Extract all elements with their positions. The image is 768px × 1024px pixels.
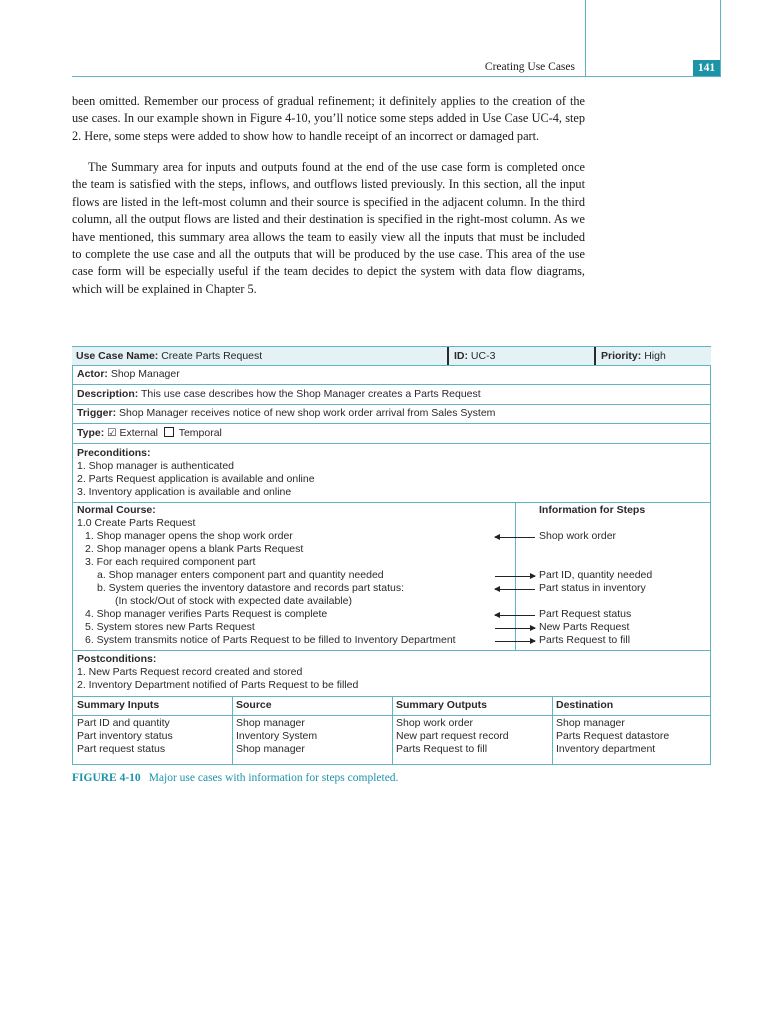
uc-type-row bbox=[72, 424, 711, 444]
uc-description-row bbox=[72, 385, 711, 405]
summary-output: Shop work order bbox=[396, 717, 474, 729]
uc-type-temporal: Temporal bbox=[178, 427, 222, 439]
normal-course-step: 1.0 Create Parts Request bbox=[77, 517, 196, 529]
margin-rule-right bbox=[720, 0, 721, 77]
summary-source: Shop manager bbox=[236, 743, 305, 755]
arrow-left-icon bbox=[495, 537, 535, 538]
arrow-left-icon bbox=[495, 615, 535, 616]
uc-type-external: External bbox=[119, 427, 159, 439]
uc-id-sep bbox=[594, 347, 596, 365]
info-step-item: Part ID, quantity needed bbox=[539, 569, 653, 581]
normal-course-step: (In stock/Out of stock with expected date available) bbox=[115, 595, 352, 607]
summary-header-source: Source bbox=[236, 699, 272, 711]
uc-name-value: Create Parts Request bbox=[161, 350, 263, 362]
normal-course-step: 2. Shop manager opens a blank Parts Request bbox=[85, 543, 304, 555]
uc-id-label: ID: bbox=[454, 350, 468, 362]
info-step-item: Shop work order bbox=[539, 530, 617, 542]
uc-actor-label: Actor: bbox=[77, 368, 108, 380]
summary-input: Part inventory status bbox=[77, 730, 173, 742]
precondition-item: 1. Shop manager is authenticated bbox=[77, 460, 235, 472]
summary-input: Part request status bbox=[77, 743, 166, 755]
uc-trigger-value: Shop Manager receives notice of new shop work order arrival from Sales System bbox=[119, 407, 496, 419]
summary-destination: Inventory department bbox=[556, 743, 656, 755]
uc-priority-cell bbox=[601, 350, 666, 362]
summary-output: Parts Request to fill bbox=[396, 743, 488, 755]
summary-input: Part ID and quantity bbox=[77, 717, 170, 729]
uc-name-row bbox=[72, 346, 711, 366]
page-number: 141 bbox=[693, 60, 720, 76]
uc-description-value: This use case describes how the Shop Manager creates a Parts Request bbox=[141, 388, 481, 400]
postcondition-item: 2. Inventory Department notified of Parts Request to be filled bbox=[77, 679, 359, 691]
uc-name-cell bbox=[76, 350, 262, 362]
summary-header-row bbox=[72, 697, 711, 716]
uc-priority-value: High bbox=[644, 350, 666, 362]
summary-destination: Shop manager bbox=[556, 717, 625, 729]
normal-course-step: 5. System stores new Parts Request bbox=[85, 621, 255, 633]
uc-normal-course-label: Normal Course: bbox=[77, 504, 156, 516]
uc-id-value: UC-3 bbox=[470, 350, 496, 362]
uc-actor-row bbox=[72, 366, 711, 385]
body-paragraph-1: been omitted. Remember our process of gradual refinement; it definitely applies to the creation of the use cases. In our example shown in Figure 4-10, you’ll notice some steps added in Use Case UC-4, step 2. Here, some steps were added to show how to handle receipt of an incorrect or damaged part. bbox=[72, 94, 585, 143]
uc-normal-course-row bbox=[72, 503, 711, 651]
uc-type-label: Type: bbox=[77, 427, 105, 439]
info-step-item: New Parts Request bbox=[539, 621, 630, 633]
normal-course-step: 6. System transmits notice of Parts Request to be filled to Inventory Department bbox=[85, 634, 456, 646]
normal-course-step: b. System queries the inventory datastore and records part status: bbox=[97, 582, 404, 594]
arrow-right-icon bbox=[495, 576, 535, 577]
uc-trigger-row bbox=[72, 405, 711, 424]
type-external-checkbox: ☑ bbox=[107, 427, 117, 439]
info-step-item: Parts Request to fill bbox=[539, 634, 631, 646]
running-head: Creating Use Cases bbox=[484, 61, 575, 73]
normal-course-step: 1. Shop manager opens the shop work order bbox=[85, 530, 293, 542]
figure-label: FIGURE 4-10 bbox=[72, 772, 141, 784]
precondition-item: 3. Inventory application is available and online bbox=[77, 486, 292, 498]
uc-preconditions-row bbox=[72, 444, 711, 503]
uc-description-label: Description: bbox=[77, 388, 139, 400]
margin-rule-left bbox=[585, 0, 586, 77]
uc-postconditions-row bbox=[72, 651, 711, 697]
info-steps-label: Information for Steps bbox=[539, 504, 646, 516]
summary-output: New part request record bbox=[396, 730, 509, 742]
uc-priority-label: Priority: bbox=[601, 350, 642, 362]
info-step-item: Part status in inventory bbox=[539, 582, 646, 594]
summary-header-inputs: Summary Inputs bbox=[77, 699, 160, 711]
summary-header-destination: Destination bbox=[556, 699, 614, 711]
use-case-form bbox=[72, 346, 711, 765]
header-rule bbox=[72, 76, 720, 77]
info-step-item: Part Request status bbox=[539, 608, 632, 620]
summary-source: Inventory System bbox=[236, 730, 318, 742]
body-paragraph-2: The Summary area for inputs and outputs found at the end of the use case form is completed once the team is satisfied with the steps, inflows, and outflows listed previously. In this section, all the input flows are listed in the left-most column and their source is specified in the adjacent column. In the third column, all the output flows are listed and their destination is specified in the right-most column. As we have mentioned, this summary area allows the team to easily view all the inputs that must be included to complete the use case and all the outputs that will be produced by the use case. This area of the use case form will be especially useful if the team decides to depict the system with data flow diagrams, which will be explained in Chapter 5. bbox=[72, 160, 585, 296]
summary-destination: Parts Request datastore bbox=[556, 730, 670, 742]
figure-caption bbox=[72, 772, 398, 784]
arrow-left-icon bbox=[495, 589, 535, 590]
uc-id-cell bbox=[454, 350, 495, 362]
normal-course-step: 4. Shop manager verifies Parts Request is complete bbox=[85, 608, 328, 620]
summary-header-outputs: Summary Outputs bbox=[396, 699, 488, 711]
uc-trigger-label: Trigger: bbox=[77, 407, 117, 419]
arrow-right-icon bbox=[495, 641, 535, 642]
uc-name-label: Use Case Name: bbox=[76, 350, 159, 362]
uc-postconditions-label: Postconditions: bbox=[77, 653, 157, 665]
postcondition-item: 1. New Parts Request record created and stored bbox=[77, 666, 303, 678]
type-temporal-checkbox bbox=[164, 427, 174, 437]
uc-actor-value: Shop Manager bbox=[110, 368, 180, 380]
summary-source: Shop manager bbox=[236, 717, 305, 729]
normal-course-step: 3. For each required component part bbox=[85, 556, 256, 568]
normal-course-step: a. Shop manager enters component part and quantity needed bbox=[97, 569, 384, 581]
arrow-right-icon bbox=[495, 628, 535, 629]
summary-body-row bbox=[72, 716, 711, 765]
precondition-item: 2. Parts Request application is available and online bbox=[77, 473, 315, 485]
uc-name-sep bbox=[447, 347, 449, 365]
figure-caption-text: Major use cases with information for steps completed. bbox=[148, 772, 399, 784]
uc-preconditions-label: Preconditions: bbox=[77, 447, 151, 459]
